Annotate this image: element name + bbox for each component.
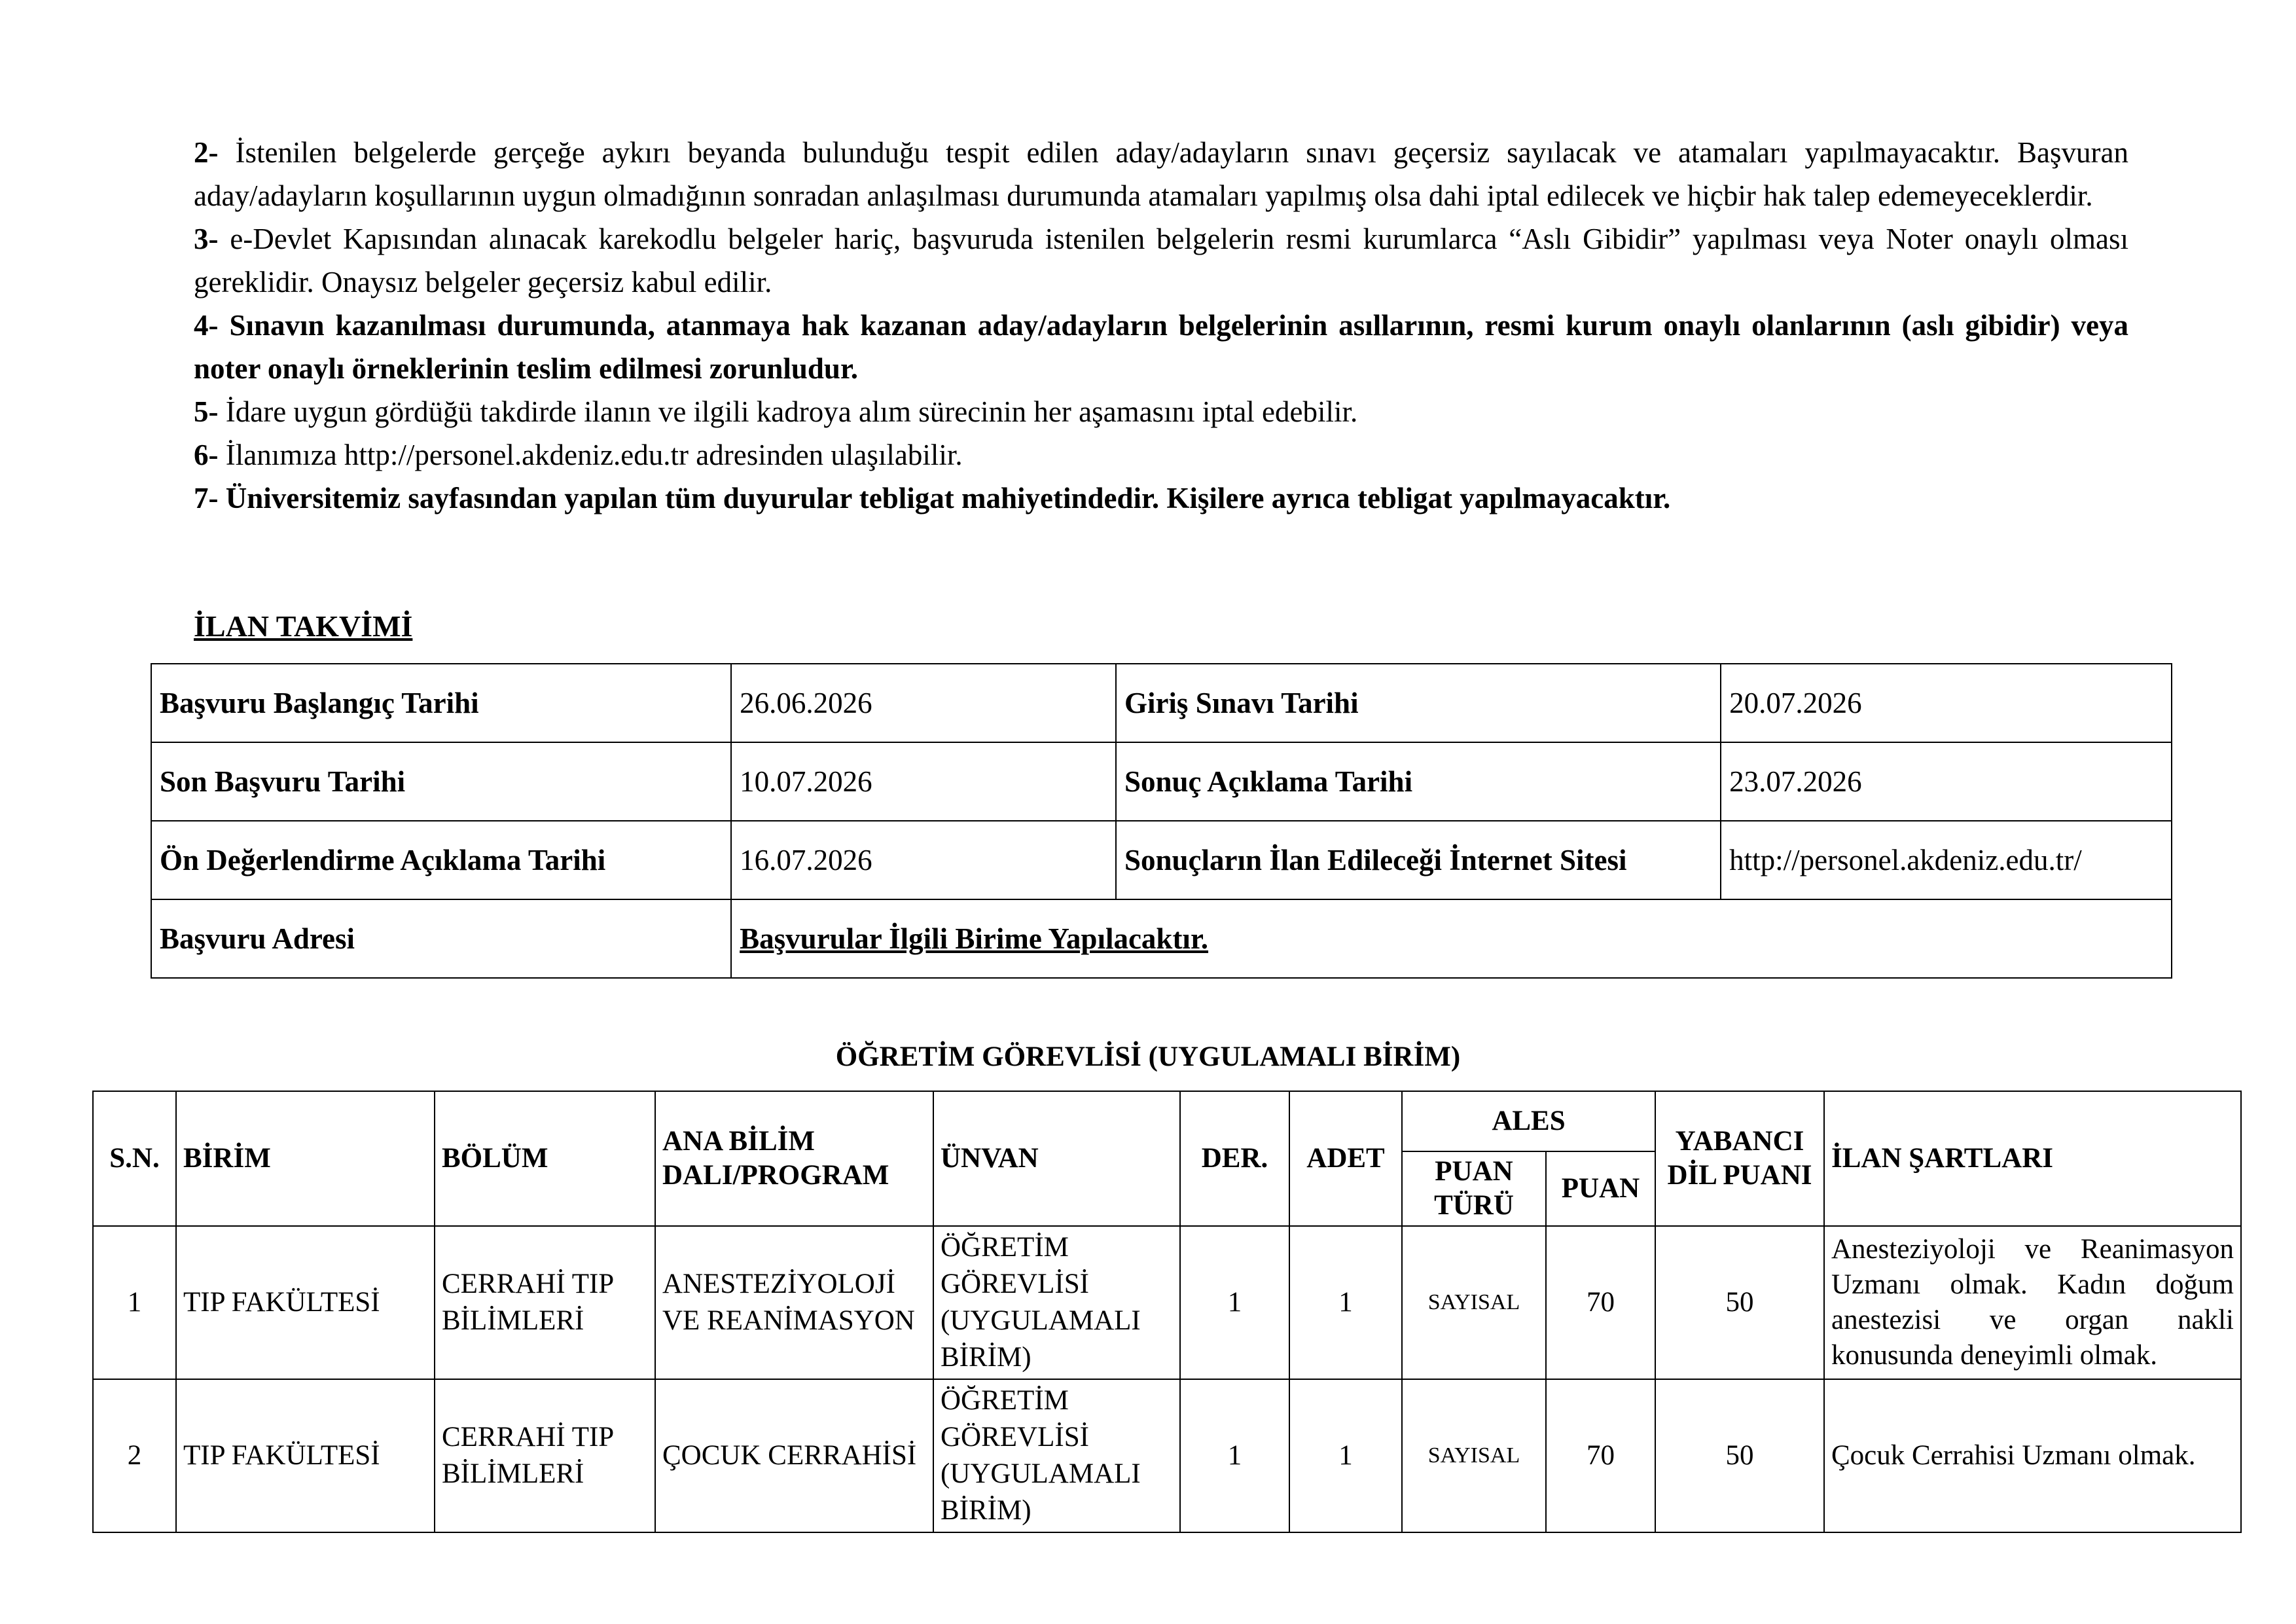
note-text: Üniversitemiz sayfasından yapılan tüm duyurular tebligat mahiyetindedir. Kişilere ayrıca tebligat yapılmayacaktır. xyxy=(218,482,1671,514)
note-text: İdare uygun gördüğü takdirde ilanın ve ilgili kadroya alım sürecinin her aşamasını iptal edebilir. xyxy=(218,395,1358,428)
cell-ilan-sartlari: Çocuk Cerrahisi Uzmanı olmak. xyxy=(1824,1379,2241,1532)
note-number: 6- xyxy=(194,439,219,471)
cell-birim: TIP FAKÜLTESİ xyxy=(176,1226,435,1379)
note-text: İlanımıza http://personel.akdeniz.edu.tr adresinden ulaşılabilir. xyxy=(218,439,963,471)
cell-puan-turu: SAYISAL xyxy=(1402,1226,1546,1379)
note-6 xyxy=(194,433,2128,477)
header-row xyxy=(93,1091,2241,1151)
note-text: Sınavın kazanılması durumunda, atanmaya hak kazanan aday/adayların belgelerinin asıllarının, resmi kurum onaylı olanlarının (aslı gibidir) veya noter onaylı örneklerinin teslim edilmesi zorunludur. xyxy=(194,309,2128,385)
note-7 xyxy=(194,477,2128,520)
calendar-row xyxy=(151,664,2172,742)
calendar-table xyxy=(151,663,2172,979)
calendar-label: Sonuç Açıklama Tarihi xyxy=(1116,742,1721,821)
cell-adet: 1 xyxy=(1289,1379,1402,1532)
cell-birim: TIP FAKÜLTESİ xyxy=(176,1379,435,1532)
table-row xyxy=(93,1226,2241,1379)
address-value xyxy=(731,899,2172,978)
note-text: e-Devlet Kapısından alınacak karekodlu belgeler hariç, başvuruda istenilen belgelerin resmi kurumlarca “Aslı Gibidir” yapılması veya Noter onaylı olması gereklidir. Onaysız belgeler geçersiz kabul edilir. xyxy=(194,223,2128,298)
calendar-title: İLAN TAKVİMİ xyxy=(194,609,413,643)
cell-yabanci-dil: 50 xyxy=(1655,1226,1824,1379)
cell-bolum: CERRAHİ TIP BİLİMLERİ xyxy=(435,1226,655,1379)
note-number: 5- xyxy=(194,395,219,428)
cell-der: 1 xyxy=(1180,1379,1289,1532)
calendar-value: 16.07.2026 xyxy=(731,821,1116,899)
note-2 xyxy=(194,131,2128,217)
announcement-notes xyxy=(194,131,2128,520)
cell-adet: 1 xyxy=(1289,1226,1402,1379)
cell-unvan: ÖĞRETİM GÖREVLİSİ (UYGULAMALI BİRİM) xyxy=(933,1226,1180,1379)
calendar-row xyxy=(151,742,2172,821)
header-puan-turu: PUAN TÜRÜ xyxy=(1402,1151,1546,1226)
header-unvan: ÜNVAN xyxy=(933,1091,1180,1226)
header-sn: S.N. xyxy=(93,1091,176,1226)
calendar-value: 10.07.2026 xyxy=(731,742,1116,821)
positions-title: ÖĞRETİM GÖREVLİSİ (UYGULAMALI BİRİM) xyxy=(835,1041,1461,1072)
positions-table xyxy=(92,1091,2242,1533)
header-der: DER. xyxy=(1180,1091,1289,1226)
cell-sn: 2 xyxy=(93,1379,176,1532)
header-birim: BİRİM xyxy=(176,1091,435,1226)
cell-der: 1 xyxy=(1180,1226,1289,1379)
cell-puan-turu: SAYISAL xyxy=(1402,1379,1546,1532)
results-website-value: http://personel.akdeniz.edu.tr/ xyxy=(1721,821,2172,899)
note-number: 7- xyxy=(194,482,219,514)
cell-yabanci-dil: 50 xyxy=(1655,1379,1824,1532)
note-5 xyxy=(194,390,2128,433)
calendar-value: 26.06.2026 xyxy=(731,664,1116,742)
header-ilan-sartlari: İLAN ŞARTLARI xyxy=(1824,1091,2241,1226)
calendar-label: Sonuçların İlan Edileceği İnternet Sitesi xyxy=(1116,821,1721,899)
cell-abd: ÇOCUK CERRAHİSİ xyxy=(655,1379,933,1532)
cell-abd: ANESTEZİYOLOJİ VE REANİMASYON xyxy=(655,1226,933,1379)
note-4 xyxy=(194,304,2128,390)
cell-bolum: CERRAHİ TIP BİLİMLERİ xyxy=(435,1379,655,1532)
cell-unvan: ÖĞRETİM GÖREVLİSİ (UYGULAMALI BİRİM) xyxy=(933,1379,1180,1532)
note-number: 3- xyxy=(194,223,219,255)
note-text: İstenilen belgelerde gerçeğe aykırı beyanda bulunduğu tespit edilen aday/adayların sınavı geçersiz sayılacak ve atamaları yapılmayacaktır. Başvuran aday/adayların koşullarının uygun olmadığının sonradan anlaşılması durumunda atamaları yapılmış olsa dahi iptal edilecek ve hiçbir hak talep edemeyeceklerdir. xyxy=(194,136,2128,212)
header-yabanci-dil: YABANCI DİL PUANI xyxy=(1655,1091,1824,1226)
cell-puan: 70 xyxy=(1546,1226,1655,1379)
calendar-value: 23.07.2026 xyxy=(1721,742,2172,821)
table-row xyxy=(93,1379,2241,1532)
calendar-row xyxy=(151,899,2172,978)
note-number: 2- xyxy=(194,136,219,169)
header-bolum: BÖLÜM xyxy=(435,1091,655,1226)
calendar-label: Son Başvuru Tarihi xyxy=(151,742,731,821)
header-adet: ADET xyxy=(1289,1091,1402,1226)
header-ales: ALES xyxy=(1402,1091,1655,1151)
cell-puan: 70 xyxy=(1546,1379,1655,1532)
calendar-row xyxy=(151,821,2172,899)
cell-ilan-sartlari: Anesteziyoloji ve Reanimasyon Uzmanı olmak. Kadın doğum anestezisi ve organ nakli konusunda deneyimli olmak. xyxy=(1824,1226,2241,1379)
calendar-label: Ön Değerlendirme Açıklama Tarihi xyxy=(151,821,731,899)
calendar-label: Başvuru Başlangıç Tarihi xyxy=(151,664,731,742)
calendar-label: Giriş Sınavı Tarihi xyxy=(1116,664,1721,742)
address-label: Başvuru Adresi xyxy=(151,899,731,978)
calendar-value: 20.07.2026 xyxy=(1721,664,2172,742)
address-text: Başvurular İlgili Birime Yapılacaktır. xyxy=(740,922,1209,955)
note-number: 4- xyxy=(194,309,219,342)
note-3 xyxy=(194,217,2128,304)
cell-sn: 1 xyxy=(93,1226,176,1379)
header-abd: ANA BİLİM DALI/PROGRAM xyxy=(655,1091,933,1226)
header-puan: PUAN xyxy=(1546,1151,1655,1226)
